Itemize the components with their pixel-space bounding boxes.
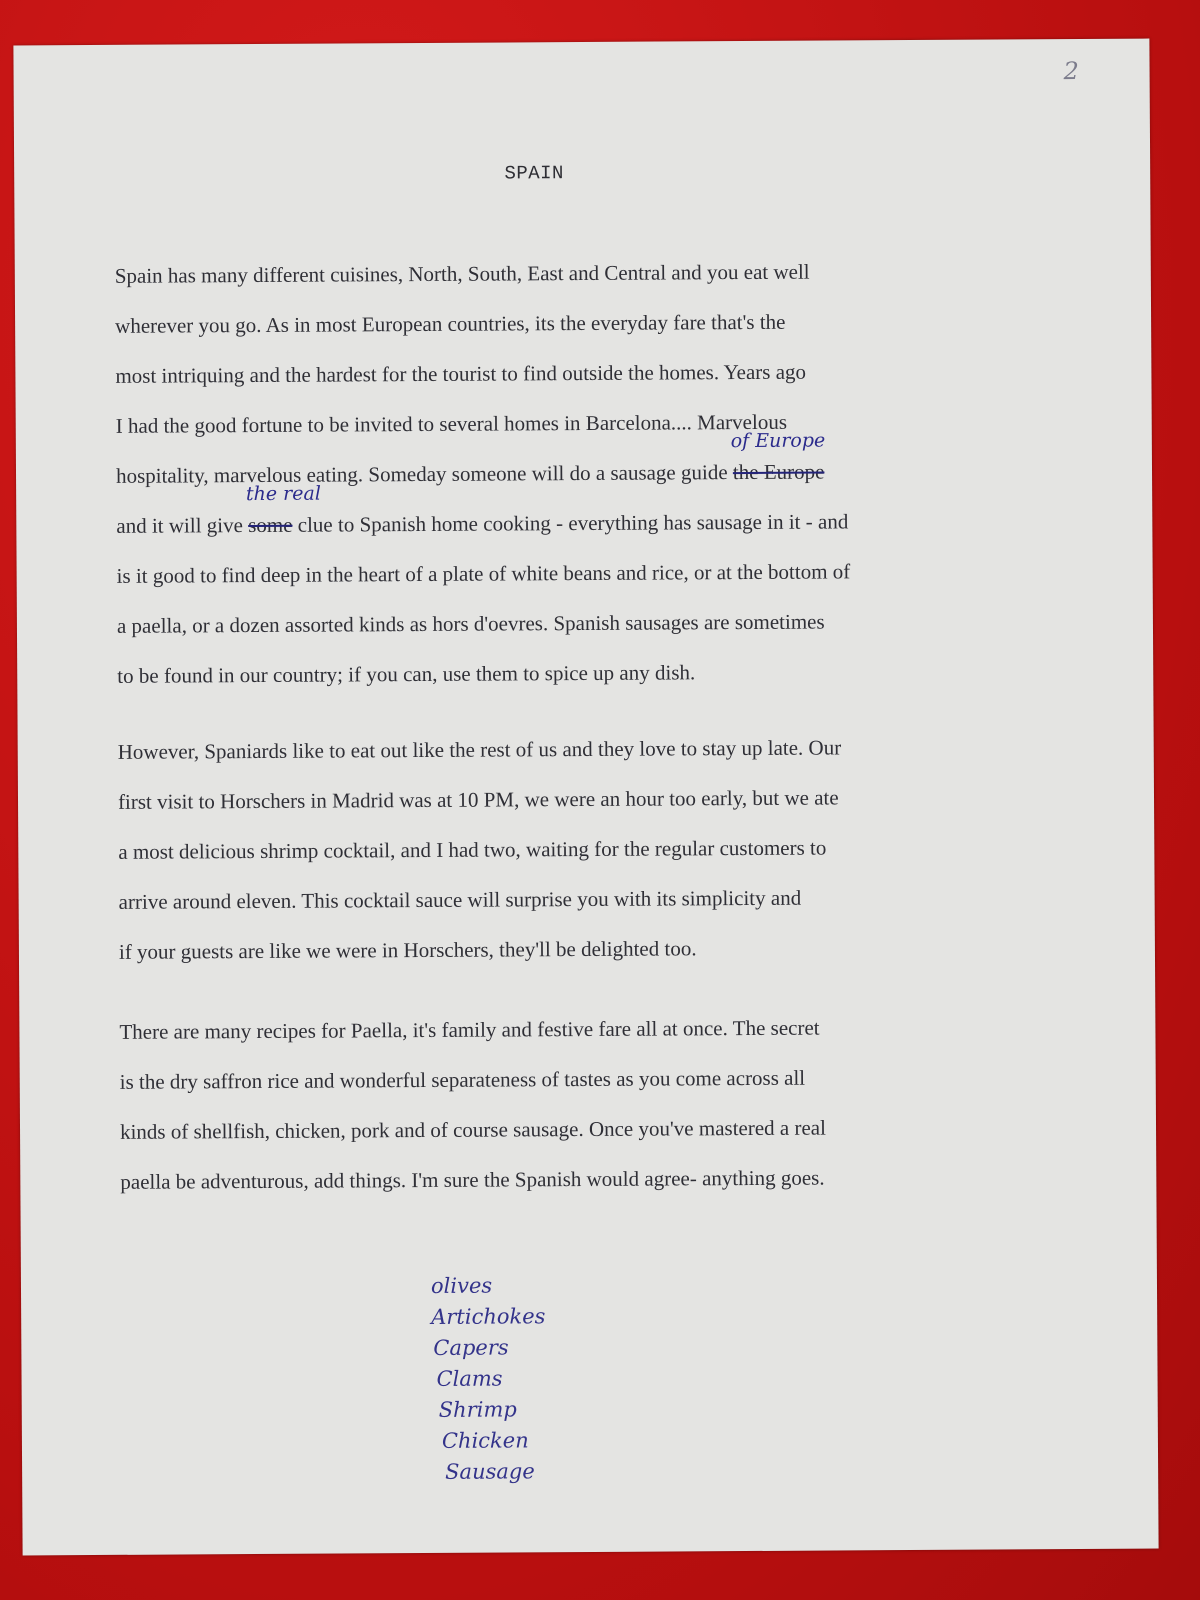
paragraph-2 <box>118 721 1120 977</box>
struck-text: the Europe <box>732 459 825 485</box>
text-line: kinds of shellfish, chicken, pork and of course sausage. Once you've mastered a real <box>119 1115 826 1144</box>
handwritten-edit <box>245 482 321 550</box>
handwritten-ingredient-list <box>431 1270 547 1488</box>
text-line: a most delicious shrimp cocktail, and I had two, waiting for the regular customers to <box>118 835 827 864</box>
struck-text: some <box>248 512 293 538</box>
page-number: 2 <box>1063 56 1079 86</box>
handwritten-insertion: of Europe <box>730 429 826 453</box>
text-line: first visit to Horschers in Madrid was at 10 PM, we were an hour too early, but we ate <box>117 785 839 814</box>
handwritten-edit <box>730 429 826 498</box>
text-segment: clue to Spanish home cooking - everything has sausage in it - and <box>292 509 849 537</box>
text-line: if your guests are like we were in Horschers, they'll be delighted too. <box>118 936 697 964</box>
document-page <box>13 39 1158 1556</box>
text-line: most intriquing and the hardest for the tourist to find outside the homes. Years ago <box>115 359 807 388</box>
text-line: paella be adventurous, add things. I'm sure the Spanish would agree- anything goes. <box>120 1165 825 1194</box>
list-item: Capers <box>433 1335 509 1360</box>
list-item: Artichokes <box>431 1304 546 1329</box>
paragraph-1 <box>115 245 1118 701</box>
list-item: Sausage <box>445 1459 535 1484</box>
paragraph-3 <box>119 1001 1120 1207</box>
page-title: SPAIN <box>504 162 565 185</box>
list-item: Shrimp <box>438 1397 517 1422</box>
text-line: is it good to find deep in the heart of a plate of white beans and rice, or at the bottom of <box>116 559 851 588</box>
text-line: There are many recipes for Paella, it's family and festive fare all at once. The secret <box>119 1015 820 1044</box>
list-item: olives <box>430 1273 493 1298</box>
text-line: However, Spaniards like to eat out like the rest of us and they love to stay up late. Our <box>117 735 842 764</box>
text-segment: and it will give <box>116 513 249 538</box>
list-item: Chicken <box>441 1428 529 1453</box>
list-item: Clams <box>436 1366 503 1391</box>
text-line: is the dry saffron rice and wonderful separateness of tastes as you come across all <box>119 1065 806 1094</box>
handwritten-insertion: the real <box>245 482 321 506</box>
text-line: wherever you go. As in most European countries, its the everyday fare that's the <box>115 309 786 338</box>
text-line: arrive around eleven. This cocktail sauce will surprise you with its simplicity and <box>118 885 802 914</box>
text-segment: hospitality, marvelous eating. Someday someone will do a sausage guide <box>115 460 733 488</box>
text-line: Spain has many different cuisines, North, South, East and Central and you eat well <box>114 259 810 288</box>
text-line: to be found in our country; if you can, use them to spice up any dish. <box>117 660 696 688</box>
text-line: a paella, or a dozen assorted kinds as hors d'oevres. Spanish sausages are sometimes <box>116 609 825 638</box>
text-line-with-edit <box>116 482 1116 551</box>
text-line: I had the good fortune to be invited to several homes in Barcelona.... Marvelous <box>115 409 788 438</box>
